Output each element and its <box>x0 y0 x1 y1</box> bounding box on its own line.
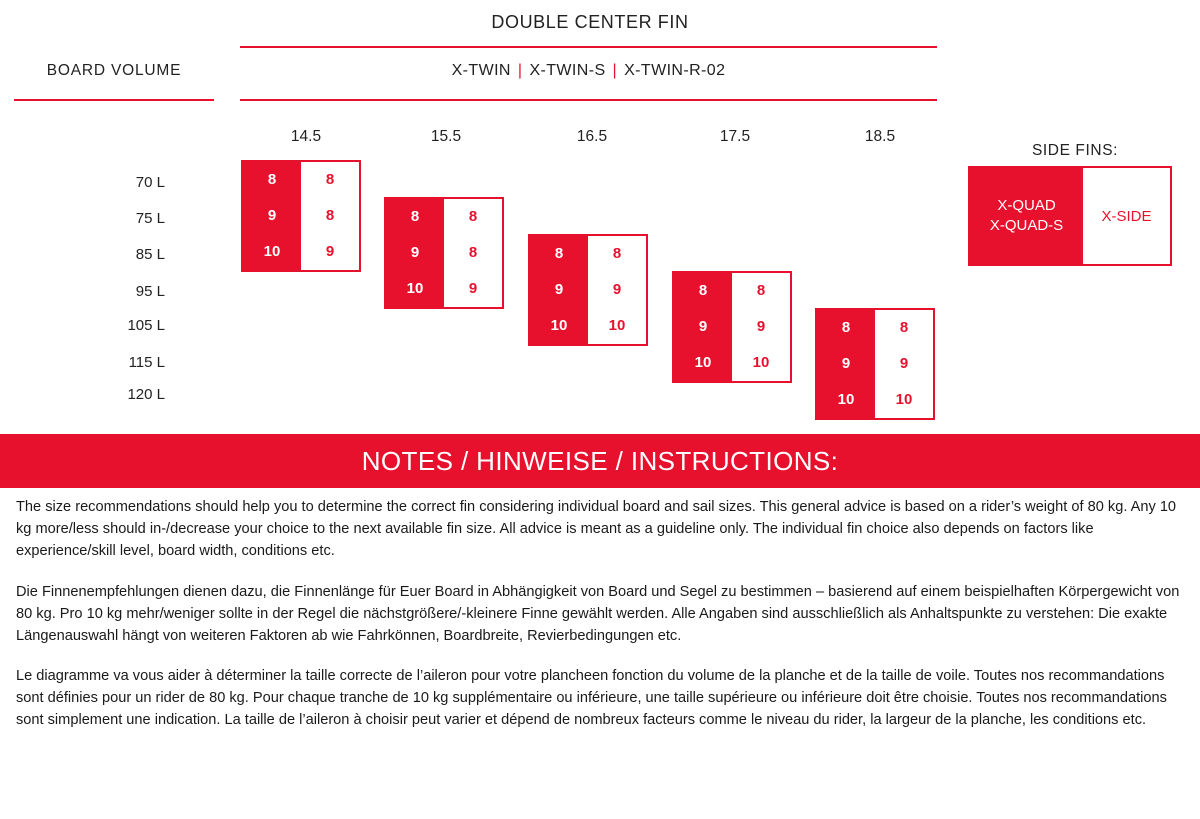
notes-paragraph-en: The size recommendations should help you to determine the correct fin considering individual board and sail sizes. This general advice is based on a rider’s weight of 80 kg. Any 10 kg more/less should in-/decrease your choice to the next available fin size. All advice is meant as a guideline only. The individual fin choice also depends on factors like experience/skill level, board width, conditions etc. <box>16 499 1177 560</box>
size-block-15-5-right-column <box>444 199 502 307</box>
volume-label-85: 85 L <box>135 246 165 263</box>
model-list <box>240 62 937 80</box>
volume-label-105: 105 L <box>127 317 165 334</box>
board-volume-rule <box>14 99 214 101</box>
sail-size-header-2: 15.5 <box>430 128 462 145</box>
size-block-14-5 <box>241 160 361 272</box>
cell-left: 10 <box>694 354 712 371</box>
cell-left: 10 <box>406 280 424 297</box>
sail-size-header-4: 17.5 <box>719 128 751 145</box>
side-fins-x-quad-s-label: X-QUAD-S <box>989 217 1064 234</box>
cell-right: 9 <box>899 355 909 372</box>
cell-right: 9 <box>612 281 622 298</box>
cell-right: 10 <box>752 354 770 371</box>
cell-left: 8 <box>698 282 708 299</box>
size-block-17-5-left-column <box>674 273 732 381</box>
cell-left: 10 <box>837 391 855 408</box>
size-block-16-5-left-column <box>530 236 588 344</box>
notes-title: NOTES / HINWEISE / INSTRUCTIONS: <box>361 445 839 476</box>
cell-right: 8 <box>325 207 335 224</box>
side-fins-x-quad-label: X-QUAD <box>997 196 1056 214</box>
size-block-18-5 <box>815 308 935 420</box>
model-x-twin-s: X-TWIN-S <box>529 62 606 79</box>
size-block-14-5-right-column <box>301 162 359 270</box>
volume-label-75: 75 L <box>135 210 165 227</box>
cell-left: 9 <box>267 207 277 224</box>
side-fins-title: SIDE FINS: <box>1031 142 1119 159</box>
cell-left: 8 <box>267 171 277 188</box>
model-separator-2: | <box>612 62 618 79</box>
notes-body <box>0 496 1200 750</box>
cell-right: 9 <box>756 318 766 335</box>
cell-left: 10 <box>263 243 281 260</box>
sail-size-header-1: 14.5 <box>290 128 322 145</box>
cell-right: 8 <box>612 245 622 262</box>
sail-size-header-5: 18.5 <box>864 128 896 145</box>
volume-label-70: 70 L <box>135 174 165 191</box>
cell-left: 9 <box>698 318 708 335</box>
cell-right: 8 <box>325 171 335 188</box>
size-block-17-5 <box>672 271 792 383</box>
cell-left: 9 <box>554 281 564 298</box>
header-rule-top <box>240 46 937 48</box>
header-rule-bottom <box>240 99 937 101</box>
cell-right: 8 <box>899 319 909 336</box>
size-block-15-5-left-column <box>386 199 444 307</box>
sail-size-header-3: 16.5 <box>576 128 608 145</box>
cell-left: 9 <box>841 355 851 372</box>
cell-left: 9 <box>410 244 420 261</box>
volume-label-120: 120 L <box>127 386 165 403</box>
cell-right: 9 <box>468 280 478 297</box>
notes-paragraph-fr: Le diagramme va vous aider à déterminer la taille correcte de l’aileron pour votre plancheen fonction du volume de la planche et de la taille de voile. Toutes nos recommandations sont définies pour un rider de 80 kg. Pour chaque tranche de 10 kg supplémentaire ou inférieure, une taille supérieure ou inférieure doit être choisie. Toutes nos recommandations sont simplement une indication. La taille de l’aileron à choisir peut varier et dépend de nombreux facteurs comme le niveau du rider, la largeur de la planche, les conditions etc. <box>16 668 1167 729</box>
cell-right: 8 <box>468 208 478 225</box>
size-block-14-5-left-column <box>243 162 301 270</box>
model-separator-1: | <box>517 62 523 79</box>
cell-left: 8 <box>554 245 564 262</box>
side-fins-quad-group <box>970 168 1083 264</box>
board-volume-header: BOARD VOLUME <box>46 62 182 79</box>
cell-right: 8 <box>468 244 478 261</box>
volume-label-95: 95 L <box>135 283 165 300</box>
cell-right: 8 <box>756 282 766 299</box>
notes-banner <box>0 434 1200 488</box>
size-block-17-5-right-column <box>732 273 790 381</box>
size-block-16-5 <box>528 234 648 346</box>
size-block-16-5-right-column <box>588 236 646 344</box>
size-block-15-5 <box>384 197 504 309</box>
double-center-fin-title: DOUBLE CENTER FIN <box>491 12 689 32</box>
volume-label-115: 115 L <box>128 354 165 371</box>
cell-left: 8 <box>841 319 851 336</box>
notes-paragraph-de: Die Finnenempfehlungen dienen dazu, die Finnenlänge für Euer Board in Abhängigkeit von Board und Segel zu bestimmen – basierend auf einem beispielhaften Körpergewicht von 80 kg. Pro 10 kg mehr/weniger sollte in der Regel die nächstgrößere/-kleinere Finne gewählt werden. Alle Angaben sind ausschließlich als Anhaltspunkte zu verstehen: Die exakte Längenauswahl hängt von weiteren Faktoren ab wie Fahrkönnen, Boardbreite, Revierbedingungen etc. <box>16 583 1180 644</box>
cell-right: 10 <box>895 391 913 408</box>
side-fins-box <box>968 166 1172 266</box>
side-fins-x-side-label: X-SIDE <box>1083 168 1170 264</box>
cell-left: 8 <box>410 208 420 225</box>
cell-right: 10 <box>608 317 626 334</box>
cell-right: 9 <box>325 243 335 260</box>
cell-left: 10 <box>550 317 568 334</box>
model-x-twin: X-TWIN <box>451 62 511 79</box>
size-block-18-5-right-column <box>875 310 933 418</box>
size-block-18-5-left-column <box>817 310 875 418</box>
model-x-twin-r-02: X-TWIN-R-02 <box>624 62 726 79</box>
